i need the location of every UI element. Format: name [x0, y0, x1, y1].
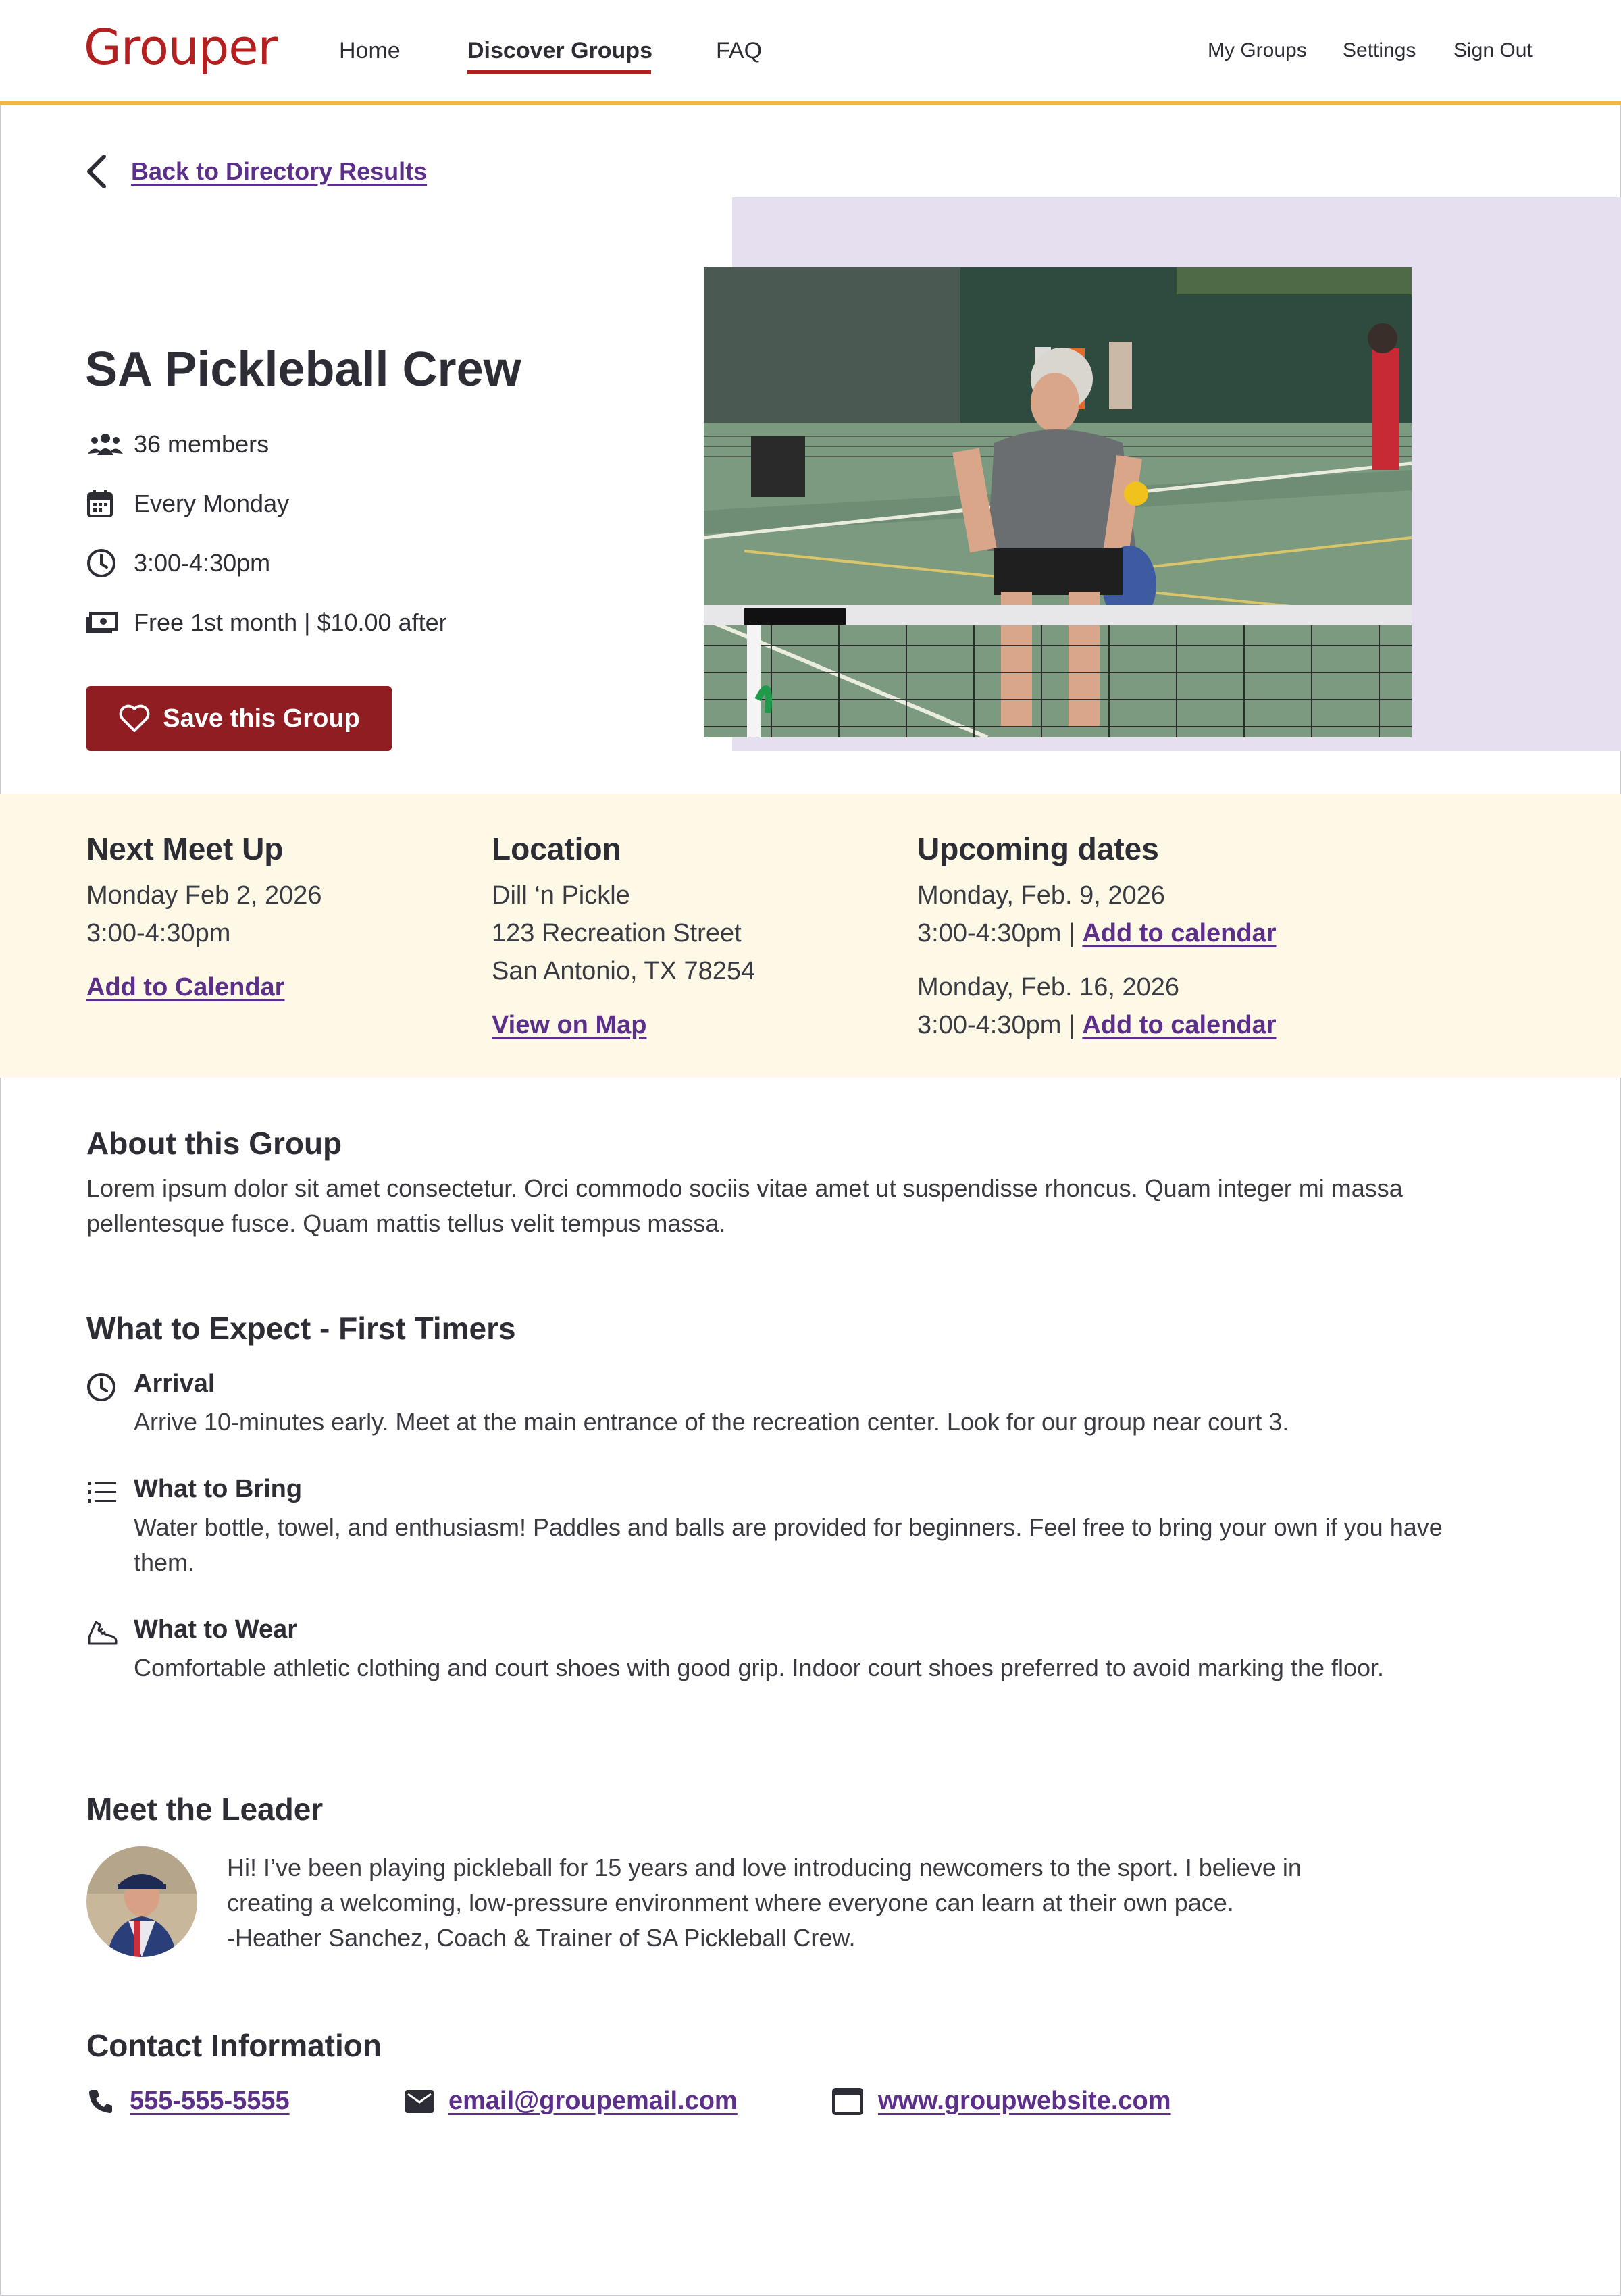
next-meetup-column — [86, 831, 322, 1006]
save-button-label: Save this Group — [163, 704, 360, 733]
back-label: Back to Directory Results — [131, 157, 428, 185]
expect-item-text: Arrive 10-minutes early. Meet at the main entrance of the recreation center. Look for our group near court 3. — [134, 1408, 1289, 1436]
about-heading: About this Group — [86, 1126, 342, 1161]
expect-item-text: Water bottle, towel, and enthusiasm! Paddles and balls are provided for beginners. Feel free to bring your own if you have them. — [134, 1513, 1443, 1576]
nav-my-groups[interactable]: My Groups — [1208, 39, 1307, 61]
chevron-left-icon — [84, 153, 111, 190]
add-to-calendar-link[interactable]: Add to Calendar — [86, 973, 285, 1001]
shoe-icon — [86, 1618, 119, 1650]
upcoming-add-to-calendar-link[interactable]: Add to calendar — [1082, 919, 1277, 947]
expect-item-title: Arrival — [134, 1369, 215, 1398]
leader-heading: Meet the Leader — [86, 1792, 324, 1827]
nav-faq[interactable]: FAQ — [716, 38, 763, 63]
contact-heading: Contact Information — [86, 2028, 382, 2063]
leader-avatar — [86, 1846, 197, 1957]
leader-quote — [227, 1850, 1443, 1956]
contact-email[interactable] — [405, 2087, 738, 2116]
nav-discover-groups[interactable]: Discover Groups — [467, 38, 652, 63]
list-icon — [86, 1478, 119, 1510]
next-meetup-time: 3:00-4:30pm — [86, 919, 231, 947]
upcoming-dates-column — [917, 831, 1277, 1044]
location-column — [492, 831, 755, 1044]
people-icon — [86, 429, 124, 459]
email-icon — [405, 2090, 434, 2113]
members-row — [86, 429, 269, 459]
calendar-icon — [86, 489, 124, 519]
nav-active-indicator — [467, 70, 651, 74]
email-link[interactable]: email@groupemail.com — [448, 2087, 738, 2115]
group-title: SA Pickleball Crew — [85, 342, 521, 396]
contact-phone[interactable] — [86, 2087, 290, 2116]
grouper-logo[interactable]: Grouper — [84, 19, 278, 76]
next-meetup-heading: Next Meet Up — [86, 831, 284, 866]
upcoming-time: 3:00-4:30pm | — [917, 919, 1075, 947]
expect-item-title: What to Bring — [134, 1475, 303, 1503]
nav-settings[interactable]: Settings — [1343, 39, 1416, 61]
nav-home[interactable]: Home — [339, 38, 401, 63]
location-venue: Dill ‘n Pickle — [492, 881, 630, 910]
leader-quote-line: Hi! I’ve been playing pickleball for 15 years and love introducing newcomers to the sport. I believe in — [227, 1854, 1302, 1881]
back-to-directory-link[interactable] — [84, 153, 427, 190]
view-on-map-link[interactable]: View on Map — [492, 1011, 647, 1039]
upcoming-time: 3:00-4:30pm | — [917, 1011, 1075, 1039]
members-count: 36 members — [134, 430, 269, 458]
schedule-row — [86, 489, 289, 519]
phone-link[interactable]: 555-555-5555 — [130, 2087, 290, 2115]
schedule-text: Every Monday — [134, 490, 290, 517]
price-row — [86, 608, 447, 637]
upcoming-time-row — [917, 914, 1277, 952]
expect-heading: What to Expect - First Timers — [86, 1311, 516, 1346]
money-icon — [86, 608, 124, 637]
price-text: Free 1st month | $10.00 after — [134, 608, 447, 636]
upcoming-add-to-calendar-link[interactable]: Add to calendar — [1082, 1011, 1277, 1039]
save-group-button[interactable] — [86, 686, 392, 751]
pickleball-player-photo-icon — [704, 267, 1412, 737]
top-nav — [0, 0, 1621, 105]
expect-item-text: Comfortable athletic clothing and court shoes with good grip. Indoor court shoes preferred to avoid marking the floor. — [134, 1654, 1385, 1681]
location-heading: Location — [492, 831, 621, 866]
clock-icon — [86, 1372, 119, 1405]
upcoming-date: Monday, Feb. 9, 2026 — [917, 881, 1165, 910]
expect-item-title: What to Wear — [134, 1615, 298, 1644]
leader-photo-icon — [86, 1846, 197, 1957]
upcoming-time-row — [917, 1006, 1277, 1044]
upcoming-dates-heading: Upcoming dates — [917, 831, 1159, 866]
heart-icon — [118, 704, 151, 733]
website-link[interactable]: www.groupwebsite.com — [878, 2087, 1171, 2115]
contact-website[interactable] — [832, 2087, 1171, 2116]
clock-icon — [86, 548, 124, 578]
nav-sign-out[interactable]: Sign Out — [1453, 39, 1533, 61]
upcoming-date: Monday, Feb. 16, 2026 — [917, 973, 1179, 1001]
group-photo — [704, 267, 1412, 737]
time-text: 3:00-4:30pm — [134, 549, 271, 577]
time-row — [86, 548, 270, 578]
about-text: Lorem ipsum dolor sit amet consectetur. Orci commodo sociis vitae amet ut suspendisse rhoncus. Quam integer mi massa pellentesque fusce. Quam mattis tellus velit tempus massa. — [86, 1174, 1403, 1237]
leader-quote-line: creating a welcoming, low-pressure environment where everyone can learn at their own pace. — [227, 1889, 1234, 1916]
browser-window-icon — [832, 2088, 863, 2115]
location-city: San Antonio, TX 78254 — [492, 957, 756, 985]
leader-signature: -Heather Sanchez, Coach & Trainer of SA Pickleball Crew. — [227, 1924, 856, 1952]
phone-icon — [86, 2087, 115, 2116]
location-street: 123 Recreation Street — [492, 919, 742, 947]
next-meetup-date: Monday Feb 2, 2026 — [86, 881, 322, 910]
